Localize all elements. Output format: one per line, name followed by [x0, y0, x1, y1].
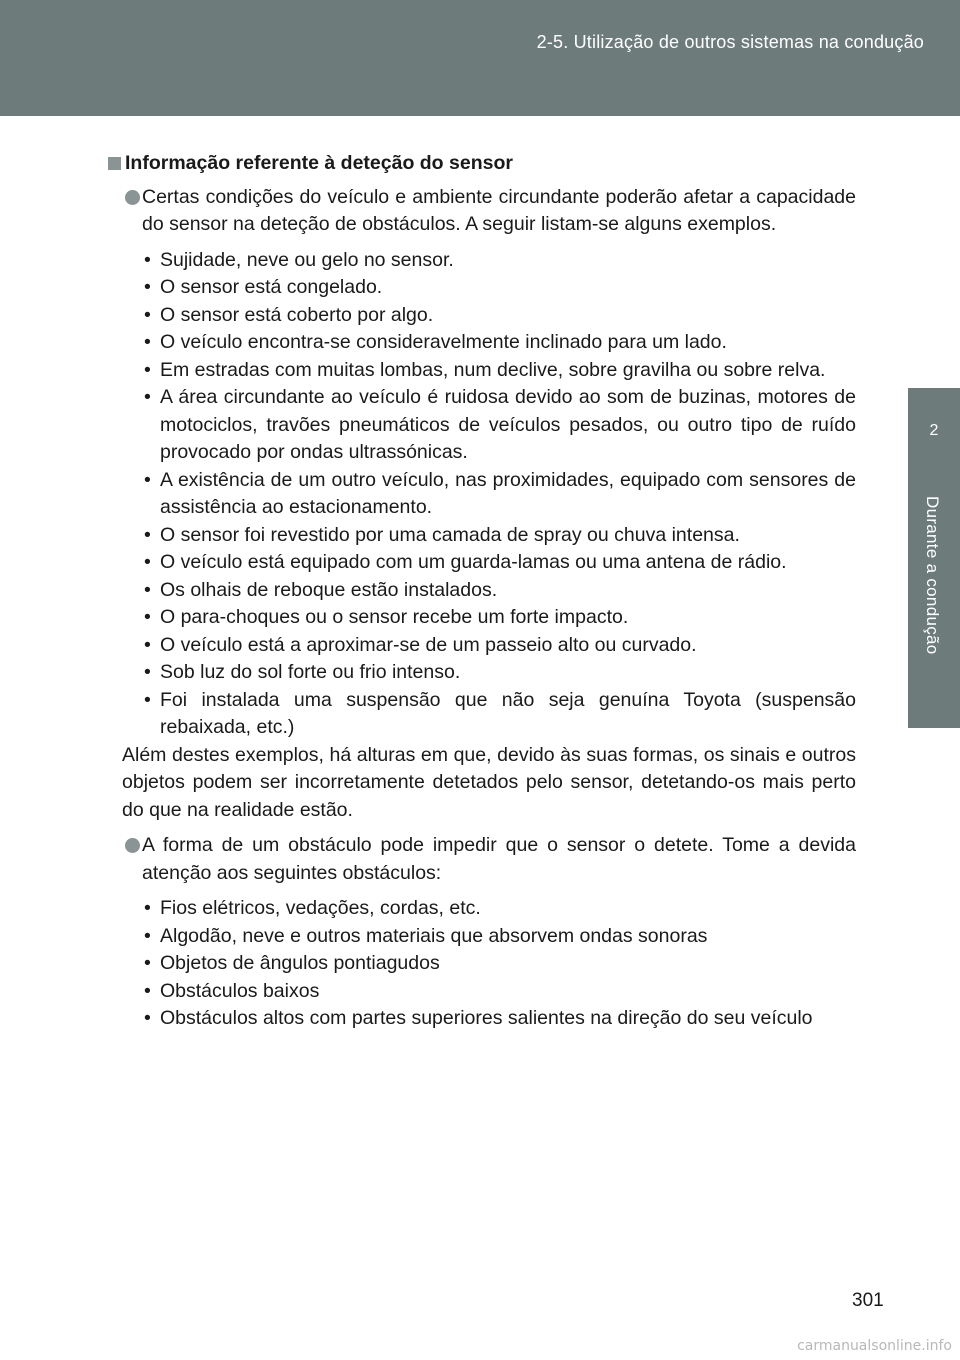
page-number: 301 [852, 1290, 884, 1311]
list-item: • Obstáculos altos com partes superiores salientes na direção do seu veículo [142, 1005, 856, 1033]
subsection-heading [108, 150, 856, 178]
list-item: • O para-choques ou o sensor recebe um forte impacto. [142, 604, 856, 632]
watermark: carmanualsonline.info [797, 1338, 952, 1354]
chapter-strip [908, 478, 960, 728]
paragraph-1 [108, 184, 856, 239]
page-content [108, 150, 856, 1033]
list-item: • O sensor está congelado. [142, 274, 856, 302]
list-item: • Fios elétricos, vedações, cordas, etc. [142, 895, 856, 923]
list-item: • O sensor está coberto por algo. [142, 302, 856, 330]
list-item: • O veículo encontra-se consideravelmente inclinado para um lado. [142, 329, 856, 357]
page-header [0, 0, 960, 116]
conditions-list [108, 247, 856, 742]
after-list-paragraph: Além destes exemplos, há alturas em que, devido às suas formas, os sinais e outros objetos podem ser incorretamente detetados pelo sensor, detetando-os mais perto do que na realidade estão. [122, 743, 856, 821]
paragraph-2 [108, 832, 856, 887]
list-item: • Os olhais de reboque estão instalados. [142, 577, 856, 605]
paragraph-1-text: Certas condições do veículo e ambiente circundante poderão afetar a capacidade do sensor na deteção de obstáculos. A seguir listam-se alguns exemplos. [142, 185, 856, 235]
list-item: • Foi instalada uma suspensão que não seja genuína Toyota (suspensão rebaixada, etc.) [142, 687, 856, 742]
list-item: • Obstáculos baixos [142, 978, 856, 1006]
list-item: • A área circundante ao veículo é ruidosa devido ao som de buzinas, motores de motociclos, travões pneumáticos de veículos pesados, ou outro tipo de ruído provocado por ondas ultrassónicas. [142, 384, 856, 467]
list-item: • O sensor foi revestido por uma camada de spray ou chuva intensa. [142, 522, 856, 550]
chapter-number: 2 [929, 422, 939, 439]
square-bullet-icon [108, 157, 121, 170]
list-item: • Algodão, neve e outros materiais que absorvem ondas sonoras [142, 923, 856, 951]
list-item: • Sob luz do sol forte ou frio intenso. [142, 659, 856, 687]
list-item: • A existência de um outro veículo, nas proximidades, equipado com sensores de assistência ao estacionamento. [142, 467, 856, 522]
section-title: 2-5. Utilização de outros sistemas na condução [536, 32, 924, 52]
circle-bullet-icon [125, 190, 140, 205]
list-item: • Em estradas com muitas lombas, num declive, sobre gravilha ou sobre relva. [142, 357, 856, 385]
circle-bullet-icon [125, 838, 140, 853]
list-item: • Objetos de ângulos pontiagudos [142, 950, 856, 978]
list-item: • O veículo está a aproximar-se de um passeio alto ou curvado. [142, 632, 856, 660]
list-item: • O veículo está equipado com um guarda-lamas ou uma antena de rádio. [142, 549, 856, 577]
paragraph-2-text: A forma de um obstáculo pode impedir que o sensor o detete. Tome a devida atenção aos seguintes obstáculos: [142, 834, 856, 884]
list-item: • Sujidade, neve ou gelo no sensor. [142, 247, 856, 275]
heading-text: Informação referente à deteção do sensor [125, 152, 513, 174]
obstacles-list [108, 895, 856, 1033]
chapter-tab [908, 388, 960, 478]
chapter-name: Durante a condução [923, 496, 942, 655]
